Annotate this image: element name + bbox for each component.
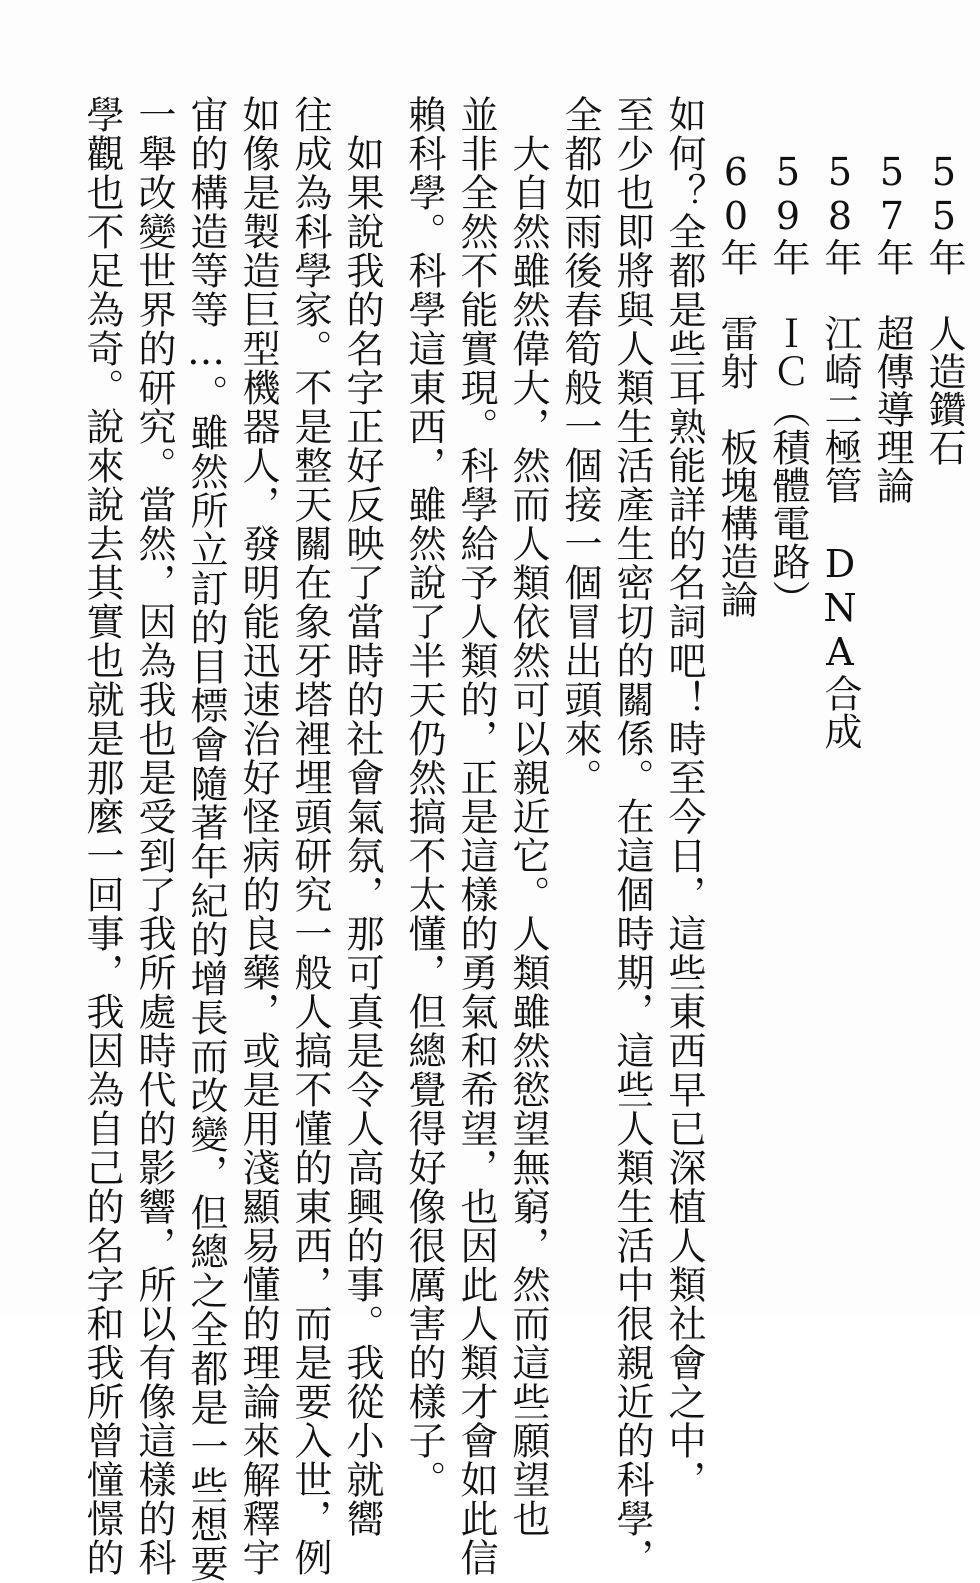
text-line: 如像是製造巨型機器人，發明能迅速治好怪病的良藥，或是用淺顯易懂的理論來解釋宇 [236,95,280,1577]
text-line: 一舉改變世界的研究。當然，因為我也是受到了我所處時代的影響，所以有像這樣的科 [132,95,176,1577]
text-line: 學觀也不足為奇。說來說去其實也就是那麼一回事，我因為自己的名字和我所曾憧憬的 [80,95,124,1577]
timeline-entry-57: 57年 超傳導理論 [870,150,914,504]
timeline-entry-60: 60年 雷射 板塊構造論 [714,150,758,618]
text-line: 宙的構造等等…。雖然所立訂的目標會隨著年紀的增長而改變，但總之全都是一些想要 [184,95,228,1583]
timeline-entry-55: 55年 人造鑽石 [922,150,966,466]
text-line: 並非全然不能實現。科學給予人類的，正是這樣的勇氣和希望，也因此人類才會如此信 [454,95,498,1577]
text-line: 賴科學。科學這東西，雖然說了半天仍然搞不太懂，但總覺得好像很厲害的樣子。 [402,95,446,1499]
text-line: 往成為科學家。不是整天關在象牙塔裡埋頭研究一般人搞不懂的東西，而是要入世，例 [288,95,332,1577]
text-line: 至少也即將與人類生活產生密切的關係。在這個時期，這些人類生活中很親近的科學， [610,95,654,1577]
timeline-entry-59: 59年 ＩＣ（積體電路） [766,150,810,618]
text-line: 如果說我的名字正好反映了當時的社會氣氛，那可真是令人高興的事。我從小就嚮 [340,95,384,1538]
timeline-entry-58: 58年 江崎二極管 DNA合成 [818,150,862,750]
text-line: 大自然雖然偉大，然而人類依然可以親近它。人類雖然慾望無窮，然而這些願望也 [506,95,550,1538]
text-line: 全都如雨後春筍般一個接一個冒出頭來。 [558,95,602,797]
text-line: 如何？全都是些耳熟能詳的名詞吧！時至今日，這些東西早已深植人類社會之中， [662,95,706,1499]
